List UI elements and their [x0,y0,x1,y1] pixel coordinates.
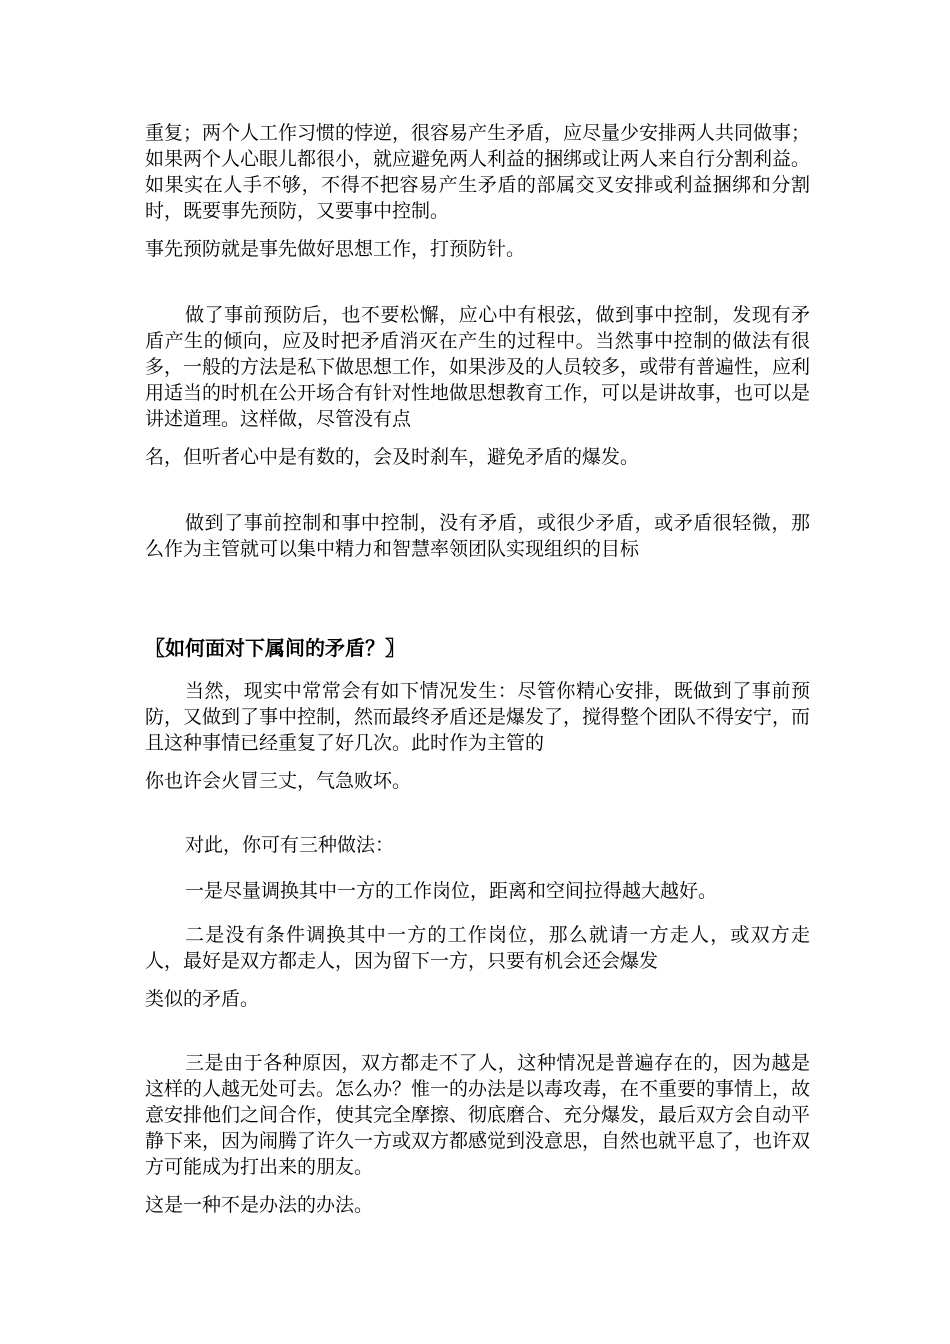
document-page [145,120,810,1218]
paragraph-3: 做到了事前控制和事中控制，没有矛盾，或很少矛盾，或矛盾很轻微，那么作为主管就可以集中精力和智慧率领团队实现组织的目标 [145,512,810,560]
paragraph-6: 一是尽量调换其中一方的工作岗位，距离和空间拉得越大越好。 [185,880,718,902]
section-heading: 〖如何面对下属间的矛盾？〗 [145,636,405,660]
paragraph-7-end: 类似的矛盾。 [145,988,260,1010]
paragraph-1-end: 事先预防就是事先做好思想工作，打预防针。 [145,238,526,260]
paragraph-8-end: 这是一种不是办法的办法。 [145,1194,374,1216]
paragraph-7: 二是没有条件调换其中一方的工作岗位，那么就请一方走人，或双方走人，最好是双方都走人，因为留下一方，只要有机会还会爆发 [145,924,810,972]
paragraph-2-end: 名，但听者心中是有数的，会及时刹车，避免矛盾的爆发。 [145,446,640,468]
paragraph-2: 做了事前预防后，也不要松懈，应心中有根弦，做到事中控制，发现有矛盾产生的倾向，应及时把矛盾消灭在产生的过程中。当然事中控制的做法有很多，一般的方法是私下做思想工作，如果涉及的人员较多，或带有普遍性，应利用适当的时机在公开场合有针对性地做思想教育工作，可以是讲故事，也可以是讲述道理。这样做，尽管没有点 [145,304,811,430]
paragraph-1: 重复；两个人工作习惯的悖逆，很容易产生矛盾，应尽量少安排两人共同做事；如果两个人心眼儿都很小，就应避免两人利益的捆绑或让两人来自行分割利益。如果实在人手不够，不得不把容易产生矛盾的部属交叉安排或利益捆绑和分割时，既要事先预防，又要事中控制。 [145,122,811,222]
paragraph-4: 当然，现实中常常会有如下情况发生：尽管你精心安排，既做到了事前预防，又做到了事中控制，然而最终矛盾还是爆发了，搅得整个团队不得安宁，而且这种事情已经重复了好几次。此时作为主管的 [145,680,811,754]
paragraph-4-end: 你也许会火冒三丈，气急败坏。 [145,770,412,792]
paragraph-5: 对此，你可有三种做法： [185,834,395,856]
paragraph-8: 三是由于各种原因，双方都走不了人，这种情况是普遍存在的，因为越是这样的人越无处可去。怎么办？惟一的办法是以毒攻毒，在不重要的事情上，故意安排他们之间合作，使其完全摩擦、彻底磨合、充分爆发，最后双方会自动平静下来，因为闹腾了许久一方或双方都感觉到没意思，自然也就平息了，也许双方可能成为打出来的朋友。 [145,1052,811,1178]
